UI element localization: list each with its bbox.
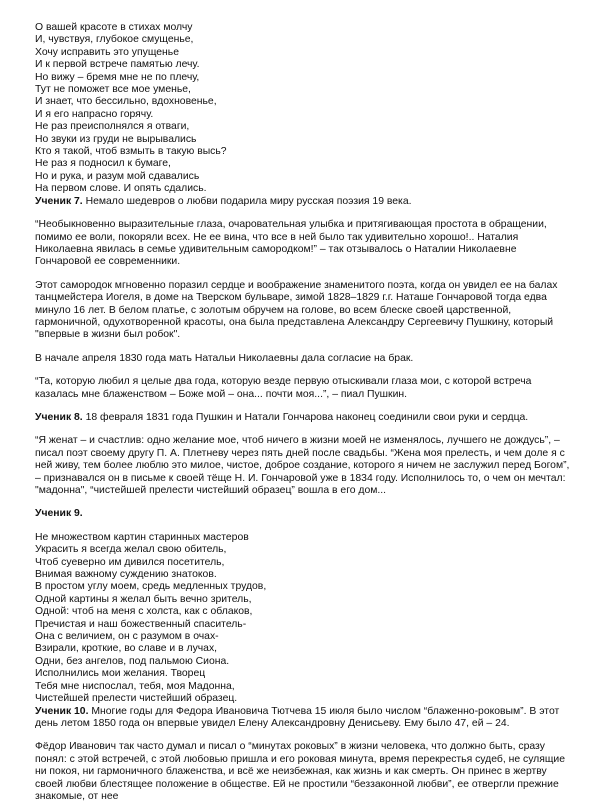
- poem-line: Чтоб суеверно им дивился посетитель,: [35, 556, 225, 568]
- paragraph-text: Немало шедевров о любви подарила миру русская поэзия 19 века.: [82, 195, 412, 207]
- spacer: [35, 730, 574, 741]
- poem-line: Одни, без ангелов, под пальмою Сиона.: [35, 655, 230, 667]
- paragraph-student-10: [35, 706, 574, 731]
- poem-line: Одной картины я желал быть вечно зритель,: [35, 593, 252, 605]
- spacer: [35, 269, 574, 280]
- poem-line: Внимая важному суждению знатоков.: [35, 569, 217, 581]
- paragraph-natalia-quote: “Необыкновенно выразительные глаза, очаровательная улыбка и притягивающая простота в обращении, помимо ее воли, покоряли всех. Не ее вина, что все в ней было так удивительно хорошо!.. Наталия Николаевна явилась в семье удивительным самородком!” – так отзывалось о Наталии Николаевне Гончаровой ее современники.: [35, 219, 547, 268]
- spacer: [35, 342, 574, 353]
- speaker-label: Ученик 7.: [35, 195, 83, 207]
- paragraph-student-9: [35, 508, 574, 520]
- poem-line: На первом слове. И опять сдались.: [35, 183, 207, 195]
- paragraph-tyutchev: Фёдор Иванович так часто думал и писал о “минутах роковых” в жизни человека, что должно быть, сразу понял: с этой встречей, с этой любовью пришла и его роковая минута, время перекрестья судеб, не сулящие ни покоя, ни гармоничного блаженства, и всё же неизбежная, как жизнь и как смерть. Он принес в жертву своей любви блестящее положение в обществе. Ей не простили “беззаконной любви”, ее отвергли прежние знакомые, от нее: [35, 741, 565, 802]
- poem-line: О вашей красоте в стихах молчу: [35, 22, 193, 33]
- poem-line: Одной: чтоб на меня с холста, как с облаков,: [35, 606, 253, 618]
- poem-line: Но и рука, и разум мой сдавались: [35, 170, 200, 182]
- poem-line: Украсить я всегда желал свою обитель,: [35, 544, 227, 556]
- paragraph-pushkin-quote: “Та, которую любил я целые два года, которую везде первую отыскивали глаза мои, с которой встреча казалась мне блаженством – Боже мой – она... почти моя...”, – пиал Пушкин.: [35, 376, 532, 400]
- paragraph-text: Многие годы для Федора Ивановича Тютчева 15 июля было числом “блаженно-роковым”. В этот день летом 1850 года он впервые увидел Елену Александровну Денисьеву. Ему было 47, ей – 24.: [35, 705, 560, 729]
- paragraph-student-7: [35, 196, 574, 208]
- spacer: [35, 365, 574, 376]
- poem-line: Хочу исправить это упущенье: [35, 46, 179, 58]
- poem-line: Тут не поможет все мое уменье,: [35, 84, 191, 96]
- poem-line: Кто я такой, чтоб взмыть в такую высь?: [35, 146, 227, 158]
- poem-line: Не множеством картин старинных мастеров: [35, 531, 249, 543]
- poem-madonna: [35, 532, 574, 706]
- poem-line: И, чувствуя, глубокое смущенье,: [35, 34, 194, 46]
- spacer: [35, 208, 574, 219]
- spacer: [35, 401, 574, 412]
- poem-line: Пречистая и наш божественный спаситель-: [35, 618, 247, 630]
- poem-line: Исполнились мои желания. Творец: [35, 668, 206, 680]
- spacer: [35, 497, 574, 508]
- paragraph-text: 18 февраля 1831 года Пушкин и Натали Гончарова наконец соединили свои руки и сердца.: [82, 411, 529, 423]
- spacer: [35, 424, 574, 435]
- paragraph-student-8: [35, 412, 574, 424]
- poem-camoens: [35, 22, 574, 196]
- paragraph-april-1830: В начале апреля 1830 года мать Натальи Николаевны дала согласие на брак.: [35, 352, 414, 364]
- poem-line: Она с величием, он с разумом в очах-: [35, 631, 219, 643]
- poem-line: И знает, что бессильно, вдохновенье,: [35, 96, 217, 108]
- poem-line: Взирали, кроткие, во славе и в лучах,: [35, 643, 218, 655]
- poem-line: В простом углу моем, средь медленных трудов,: [35, 581, 267, 593]
- speaker-label: Ученик 9.: [35, 508, 83, 520]
- paragraph-married-quote: “Я женат – и счастлив: одно желание мое, чтоб ничего в жизни моей не изменялось, лучшего не дождусь”, – писал поэт своему другу П. А. Плетневу через пять дней после свадьбы. “Жена моя прелесть, и чем доле я с ней живу, тем более люблю это милое, чистое, доброе создание, которого я ничем не заслужил перед Богом”, – признавался он в письме к своей тёще Н. И. Гончаровой уже в 1834 году. Исполнилось то, о чем он мечтал: "мадонна", “чистейшей прелести чистейший образец” вошла в его дом...: [35, 435, 570, 496]
- poem-line: Не раз я подносил к бумаге,: [35, 158, 171, 170]
- poem-line: Чистейшей прелести чистейший образец.: [35, 693, 238, 705]
- spacer: [35, 521, 574, 532]
- poem-line: Но звуки из груди не вырывались: [35, 133, 197, 145]
- poem-line: Но вижу – бремя мне не по плечу,: [35, 71, 200, 83]
- poem-line: И к первой встрече памятью лечу.: [35, 59, 200, 71]
- speaker-label: Ученик 10.: [35, 705, 89, 717]
- poem-line: Тебя мне ниспослал, тебя, моя Мадонна,: [35, 680, 235, 692]
- speaker-label: Ученик 8.: [35, 411, 83, 423]
- poem-line: Не раз преисполнялся я отваги,: [35, 121, 190, 133]
- poem-line: И я его напрасно горячу.: [35, 108, 154, 120]
- paragraph-samorodok: Этот самородок мгновенно поразил сердце и воображение знаменитого поэта, когда он увидел ее на балах танцмейстера Иогеля, в доме на Тверском бульваре, зимой 1828–1829 г.г. Наташе Гончаровой тогда едва минуло 16 лет. В белом платье, с золотым обручем на голове, во всем блеске своей царственной, гармоничной, одухотворенной красоты, она была представлена Александру Сергеевичу Пушкину, который "впервые в жизни был робок".: [35, 279, 558, 341]
